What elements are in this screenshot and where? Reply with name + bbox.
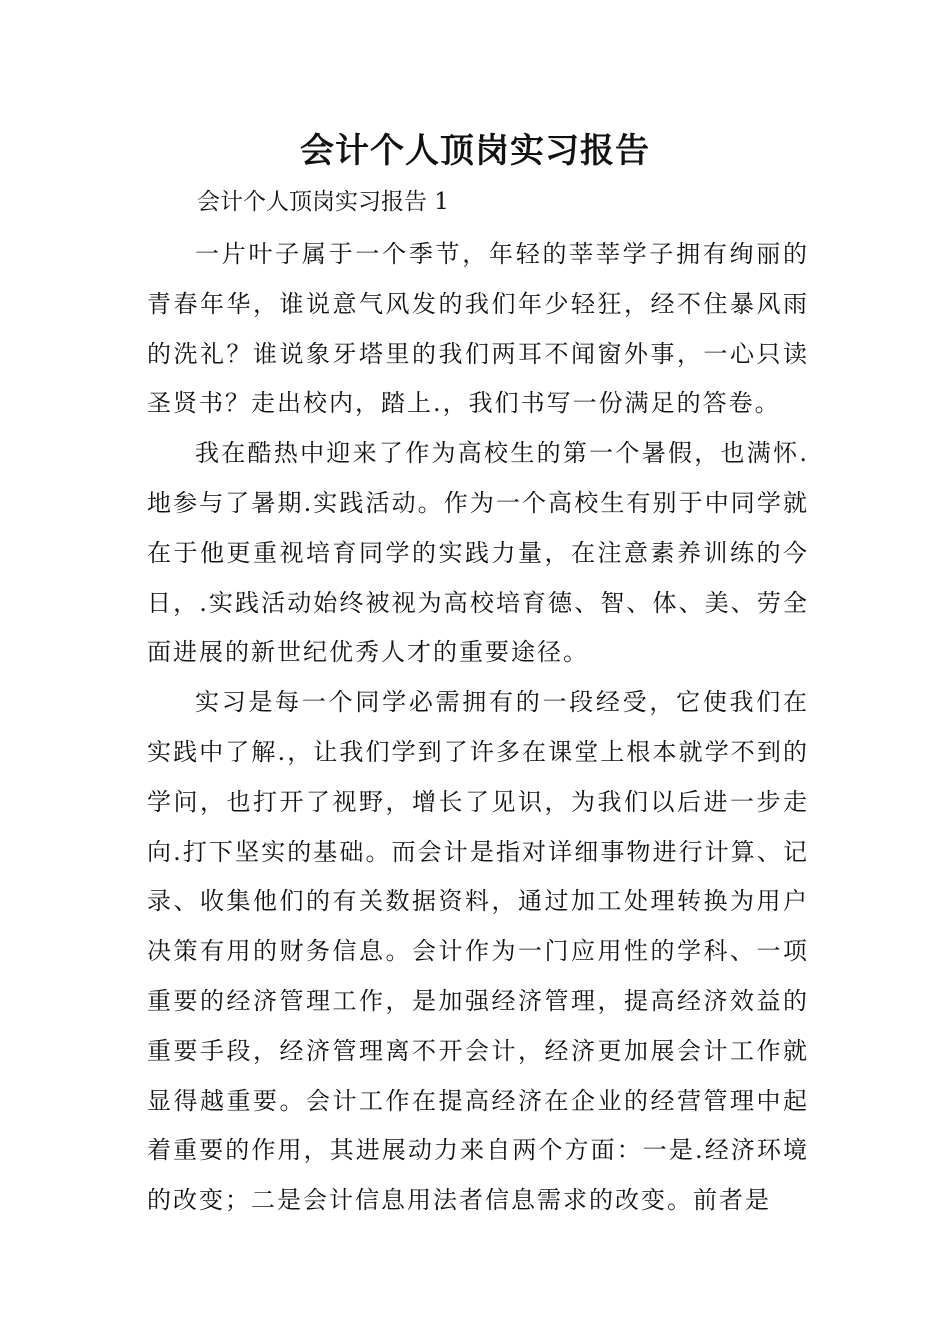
- document-subtitle: 会计个人顶岗实习报告 1: [197, 189, 449, 215]
- paragraph-1: 一片叶子属于一个季节，年轻的莘莘学子拥有绚丽的青春年华，谁说意气风发的我们年少轻狂，经不住暴风雨的洗礼？谁说象牙塔里的我们两耳不闻窗外事，一心只读圣贤书？走出校内，踏上.，我们书写一份满足的答卷。: [147, 240, 809, 418]
- document-title: 会计个人顶岗实习报告: [300, 131, 650, 171]
- document-body: [147, 230, 809, 1226]
- paragraph-3: 实习是每一个同学必需拥有的一段经受，它使我们在实践中了解.，让我们学到了许多在课堂上根本就学不到的学问，也打开了视野，增长了见识，为我们以后进一步走向.打下坚实的基础。而会计是指对详细事物进行计算、记录、收集他们的有关数据资料，通过加工处理转换为用户决策有用的财务信息。会计作为一门应用性的学科、一项重要的经济管理工作，是加强经济管理，提高经济效益的重要手段，经济管理离不开会计，经济更加展会计工作就显得越重要。会计工作在提高经济在企业的经营管理中起着重要的作用，其进展动力来自两个方面：一是.经济环境的改变；二是会计信息用法者信息需求的改变。前者是: [147, 688, 809, 1215]
- paragraph-2: 我在酷热中迎来了作为高校生的第一个暑假，也满怀.地参与了暑期.实践活动。作为一个高校生有别于中同学就在于他更重视培育同学的实践力量，在注意素养训练的今日，.实践活动始终被视为高校培育德、智、体、美、劳全面进展的新世纪优秀人才的重要途径。: [147, 439, 809, 667]
